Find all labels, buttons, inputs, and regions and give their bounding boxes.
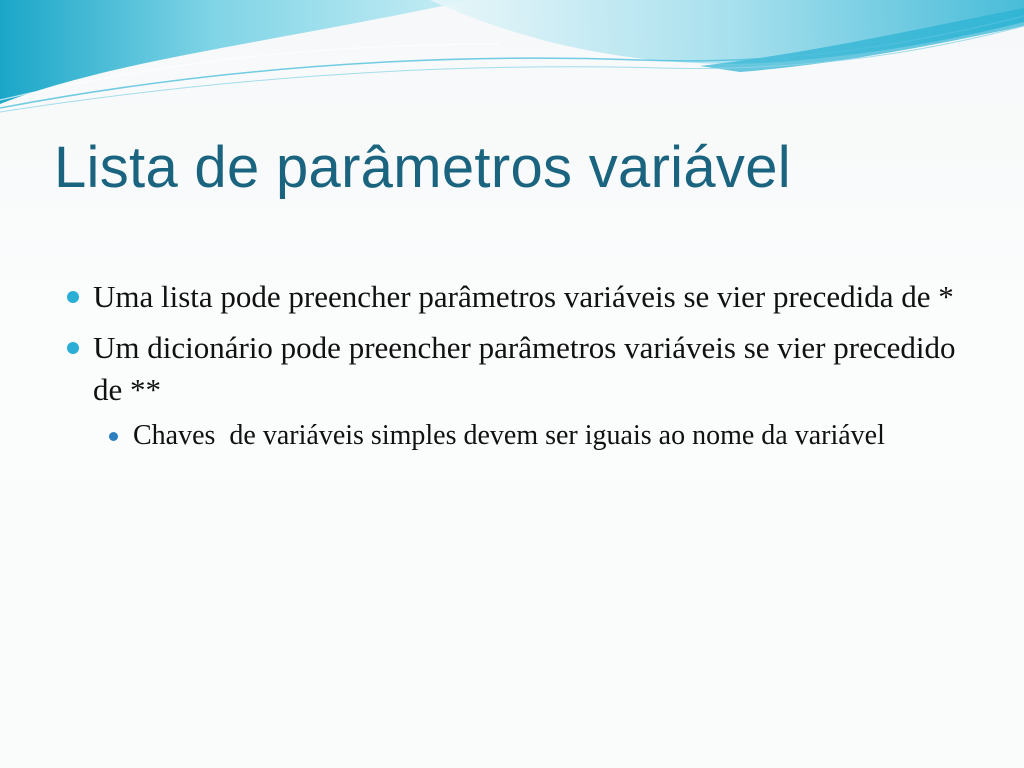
sub-bullet-dot-icon [109, 432, 118, 441]
bullet-text: Uma lista pode preencher parâmetros variáveis se vier precedida de * [93, 279, 954, 314]
bullet-item [64, 276, 964, 318]
bullet-list [64, 276, 964, 456]
sub-bullet-text: Chaves de variáveis simples devem ser iguais ao nome da variável [133, 420, 885, 451]
sub-bullet-item [105, 416, 964, 456]
bullet-dot-icon [67, 342, 79, 354]
bullet-text: Um dicionário pode preencher parâmetros variáveis se vier precedido de ** [93, 330, 964, 407]
bullet-item [64, 327, 964, 411]
bullet-dot-icon [67, 291, 79, 303]
header-wave-decoration [0, 0, 1024, 120]
slide-title: Lista de parâmetros variável [54, 135, 791, 200]
